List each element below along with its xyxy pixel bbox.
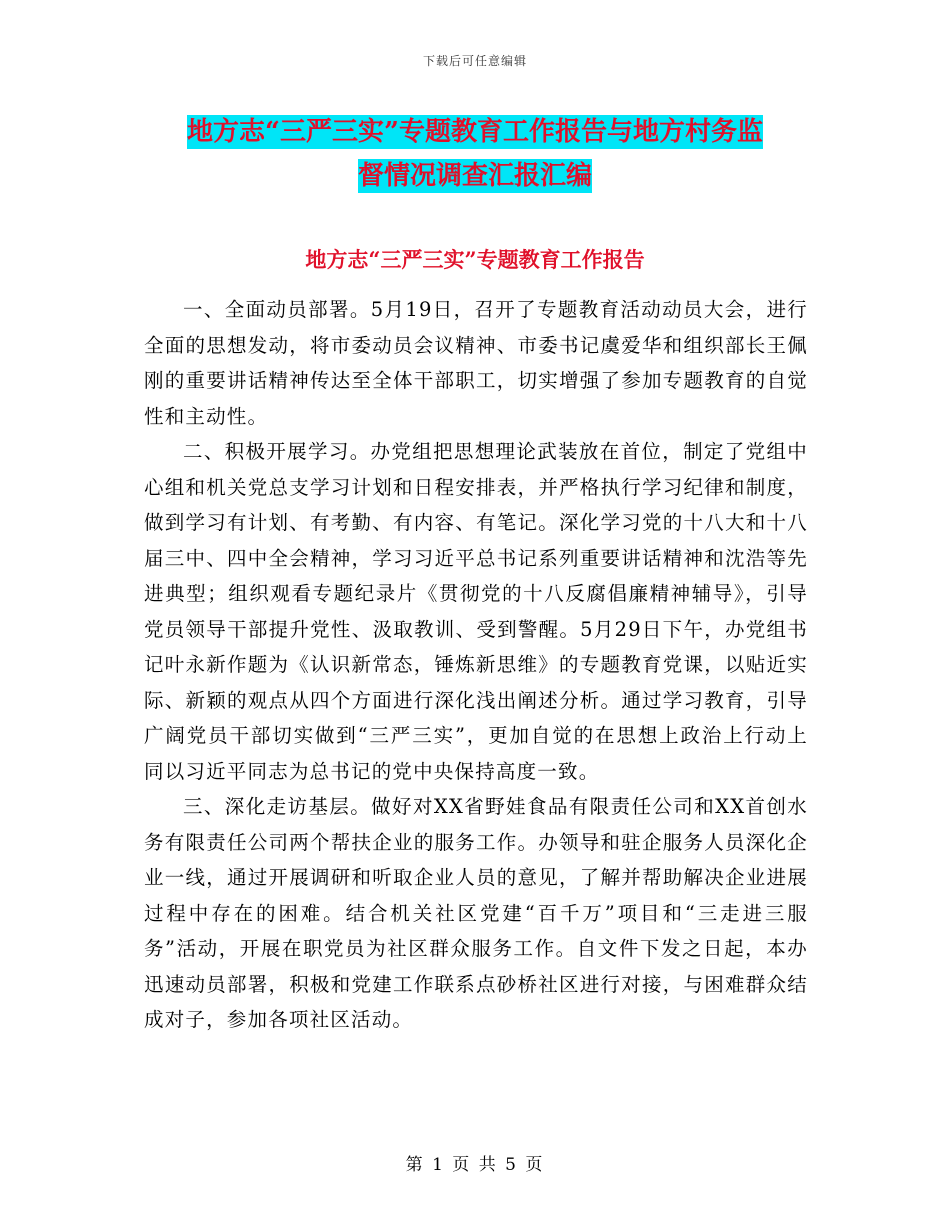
page-footer: 第 1 页 共 5 页 bbox=[405, 1155, 545, 1175]
document-title-line-1-text: 地方志“三严三实”专题教育工作报告与地方村务监 bbox=[187, 117, 763, 147]
document-title-line-1 bbox=[0, 110, 950, 154]
section-title: 地方志“三严三实”专题教育工作报告 bbox=[305, 247, 645, 272]
document-title-line-2 bbox=[0, 154, 950, 198]
document-body bbox=[144, 292, 808, 1038]
paragraph-1: 一、全面动员部署。5月19日，召开了专题教育活动动员大会，进行全面的思想发动，将市委动员会议精神、市委书记虞爱华和组织部长王佩刚的重要讲话精神传达至全体干部职工，切实增强了参加专题教育的自觉性和主动性。 bbox=[144, 298, 808, 428]
paragraph-3: 三、深化走访基层。做好对XX省野娃食品有限责任公司和XX首创水务有限责任公司两个帮扶企业的服务工作。办领导和驻企服务人员深化企业一线，通过开展调研和听取企业人员的意见，了解并帮助解决企业进展过程中存在的困难。结合机关社区党建“百千万”项目和“三走进三服务”活动，开展在职党员为社区群众服务工作。自文件下发之日起，本办迅速动员部署，积极和党建工作联系点砂桥社区进行对接，与困难群众结成对子，参加各项社区活动。 bbox=[144, 795, 808, 1031]
document-title-line-2-text: 督情况调查汇报汇编 bbox=[357, 161, 592, 191]
paragraph-2: 二、积极开展学习。办党组把思想理论武装放在首位，制定了党组中心组和机关党总支学习计划和日程安排表，并严格执行学习纪律和制度，做到学习有计划、有考勤、有内容、有笔记。深化学习党的十八大和十八届三中、四中全会精神，学习习近平总书记系列重要讲话精神和沈浩等先进典型；组织观看专题纪录片《贯彻党的十八反腐倡廉精神辅导》，引导党员领导干部提升党性、汲取教训、受到警醒。5月29日下午，办党组书记叶永新作题为《认识新常态，锤炼新思维》的专题教育党课，以贴近实际、新颖的观点从四个方面进行深化浅出阐述分析。通过学习教育，引导广阔党员干部切实做到“三严三实”，更加自觉的在思想上政治上行动上同以习近平同志为总书记的党中央保持高度一致。 bbox=[144, 440, 808, 783]
header-note: 下载后可任意编辑 bbox=[422, 54, 527, 68]
